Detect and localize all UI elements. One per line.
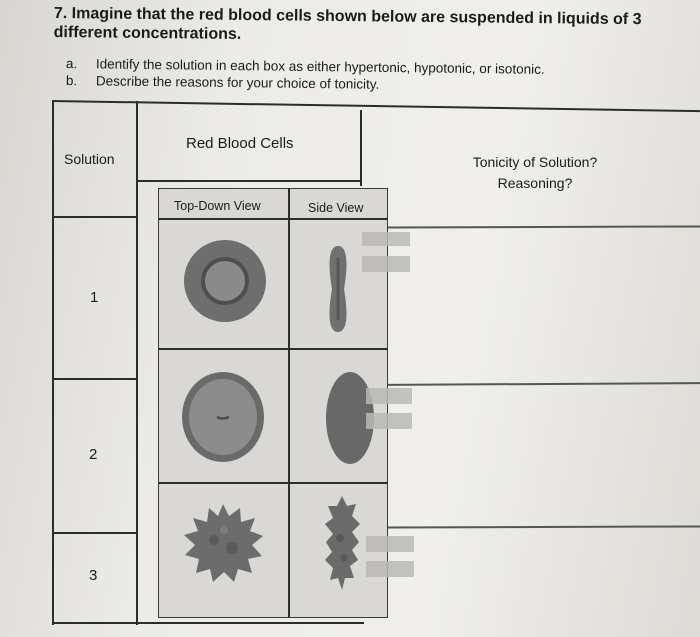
table-bottom-left: [52, 622, 364, 624]
table-top-border: [52, 100, 700, 112]
solution-header: Solution: [64, 151, 115, 167]
tape-strip: [362, 256, 410, 272]
question-part-b: [66, 73, 380, 93]
tape-strip: [362, 232, 410, 246]
tape-strip: [366, 536, 414, 552]
figure-header-line: [158, 218, 388, 220]
row1-divider-left: [52, 378, 136, 380]
tape-strip: [366, 388, 412, 404]
row2-divider-left: [52, 532, 136, 534]
rbc-crenated-top-view: [180, 500, 266, 586]
tape-strip: [366, 413, 412, 429]
part-a-text: Identify the solution in each box as either hypertonic, hypotonic, or isotonic.: [95, 56, 545, 77]
rbc-swollen-top-view: [180, 370, 266, 464]
rbc-header: Red Blood Cells: [186, 135, 294, 152]
rbc-col-divider: [360, 110, 362, 186]
part-b-letter: b.: [65, 73, 78, 89]
part-a-letter: a.: [65, 56, 78, 72]
tonicity-row1-top: [388, 225, 700, 228]
tonicity-row3-top: [388, 525, 700, 528]
tonicity-row2-top: [388, 382, 700, 386]
row-label-3: 3: [89, 567, 98, 584]
header-bottom-line: [52, 216, 136, 218]
rbc-crenated-side-view: [322, 494, 362, 592]
tonicity-header-line2: Reasoning?: [497, 175, 573, 191]
rbc-normal-side-view: [326, 244, 350, 334]
tonicity-header-line1: Tonicity of Solution?: [472, 154, 598, 170]
figure-row2-line: [158, 482, 388, 484]
side-view-header: Side View: [308, 201, 364, 215]
row-label-2: 2: [89, 446, 98, 463]
rbc-header-underline: [136, 180, 362, 182]
rbc-normal-top-view: [180, 236, 270, 326]
tape-strip: [366, 561, 414, 577]
table-left-border: [52, 101, 54, 625]
row-label-1: 1: [90, 289, 99, 306]
figure-col-divider: [288, 188, 290, 618]
top-down-view-header: Top-Down View: [174, 199, 261, 213]
question-title: [54, 4, 694, 49]
question-number: 7.: [53, 4, 68, 23]
part-b-text: Describe the reasons for your choice of tonicity.: [95, 73, 380, 92]
tonicity-header: [440, 152, 630, 194]
rbc-swollen-side-view: [322, 370, 372, 466]
question-text: Imagine that the red blood cells shown below are suspended in liquids of 3 different concentrations.: [53, 5, 642, 43]
figure-row1-line: [158, 348, 388, 350]
